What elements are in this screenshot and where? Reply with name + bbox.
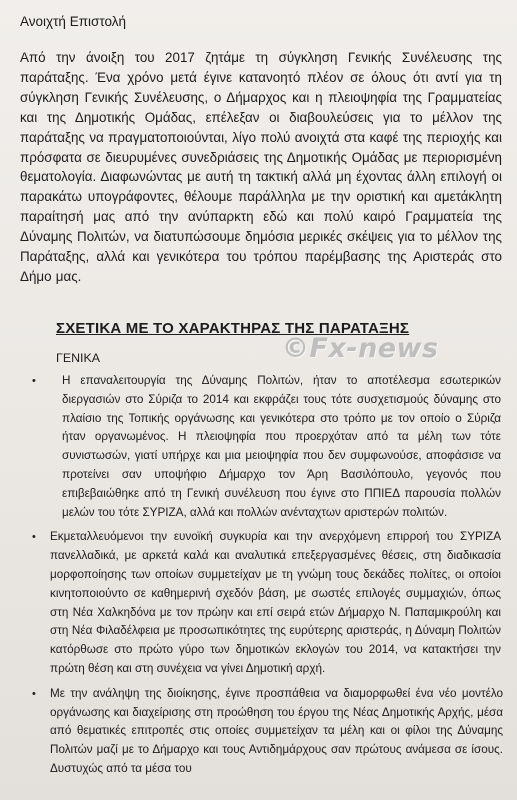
letter-title: Ανοιχτή Επιστολή [20,14,126,29]
list-item-text: Η επαναλειτουργία της Δύναμης Πολιτών, ήταν το αποτέλεσμα εσωτερικών διεργασιών στο Σύριζα το 2014 και εκφράζει τους τότε συσχετισμούς δύναμης στο πλαίσιο της Τοπικής οργάνωσης και γενικότερα στο τρόπο με τον οποίο ο Σύριζα ήταν οργανωμένος. Η πλειοψηφία που προερχόταν από τα μέλη των τότε συνιστωσών, γιατί υπήρχε και μια μειοψηφία που δεν συμφωνούσε, αποφάσισε να προτείνει σαν υποψήφιο Δήμαρχο τον Άρη Βασιλόπουλο, γεγονός που επιβεβαιώθηκε από τη Γενική συνέλευση που έγινε στο ΠΠΙΕΔ παρουσία πολλών μελών του τότε ΣΥΡΙΖΑ, αλλά και πολλών ανένταχτων αριστερών πολιτών. [62,374,501,519]
list-item-text: Με την ανάληψη της διοίκησης, έγινε προσπάθεια να διαμορφωθεί ένα νέο μοντέλο οργάνωσης και διαχείρισης στη προώθηση του έργου της Νέας Δημοτικής Αρχής, μέσα από θεματικές επιτροπές στις οποίες συμμετείχαν τα μέλη και οι φίλοι της Δύναμης Πολιτών μαζί με το Δήμαρχο και τους Αντιδημάρχους σαν πρώτους ανάμεσα σε ίσους. Δυστυχώς από τα μέσα του [50,686,503,775]
bullet-list [0,372,517,785]
bullet-icon: • [32,531,36,544]
list-item [0,528,517,678]
watermark-logo: ©Fx-news [282,333,439,364]
list-item-text: Εκμεταλλευόμενοι την ευνοϊκή συγκυρία και την ανερχόμενη επιρροή του ΣΥΡΙΖΑ πανελλαδικά, με αρκετά καλά και αναλυτικά επεξεργασμένες θέσεις, στη διαδικασία μορφοποίησης των οποίων συμμετείχαν με τη γνώμη τους δεκάδες πολίτες, οι οποίοι κινητοποιούντο σε καθημερινή σχεδόν βάση, με σωστές επιλογές συμμαχιών, όπως στη Νέα Χαλκηδόνα με τον πρώην και επί σειρά ετών Δήμαρχο Ν. Παπαμικρούλη και στη Νέα Φιλαδέλφεια με προσωπικότητες της ευρύτερης αριστεράς, η Δύναμη Πολιτών κατόρθωσε στο πρώτο γύρο των δημοτικών εκλογών του 2014, να κατακτήσει την πρώτη θέση και στη συνέχεια να γίνει Δημοτική αρχή. [50,530,501,675]
section-subheading: ΓΕΝΙΚΑ [56,351,101,365]
intro-paragraph: Από την άνοιξη του 2017 ζητάμε τη σύγκληση Γενικής Συνέλευσης της παράταξης. Ένα χρόνο μετά έγινε κατανοητό πλέον σε όλους ότι αντί για τη σύγκληση Γενικής Συνέλευσης, ο Δήμαρχος και η πλειοψηφία της Γραμματείας και της Δημοτικής Ομάδας, επέλεξαν οι διαβουλεύσεις για το μέλλον της παράταξης να πραγματοποιούνται, λίγο πολύ ανοιχτά στα καφέ της περιοχής και πρόσφατα σε διευρυμένες συνεδριάσεις της Δημοτικής Ομάδας με περιορισμένη θεματολογία. Διαφωνώντας με αυτή τη τακτική αλλά μη έχοντας άλλη επιλογή οι παρακάτω υπογράφοντες, θέλουμε παράλληλα με την οριστική και αμετάκλητη παραίτησή μας από την ανύπαρκτη εδώ και πολύ καιρό Γραμματεία της Δύναμης Πολιτών, να διατυπώσουμε δημόσια μερικές σκέψεις για το μέλλον της Παράταξης, αλλά και γενικότερα του τρόπου παρέμβασης της Αριστεράς στο Δήμο μας. [20,50,502,284]
list-item [0,685,517,779]
list-item [0,372,517,522]
section-heading: ΣΧΕΤΙΚΑ ΜΕ ΤΟ ΧΑΡΑΚΤΗΡΑΣ ΤΗΣ ΠΑΡΑΤΑΞΗΣ [56,320,410,337]
bullet-icon: • [32,375,36,387]
bullet-icon: • [32,687,36,700]
